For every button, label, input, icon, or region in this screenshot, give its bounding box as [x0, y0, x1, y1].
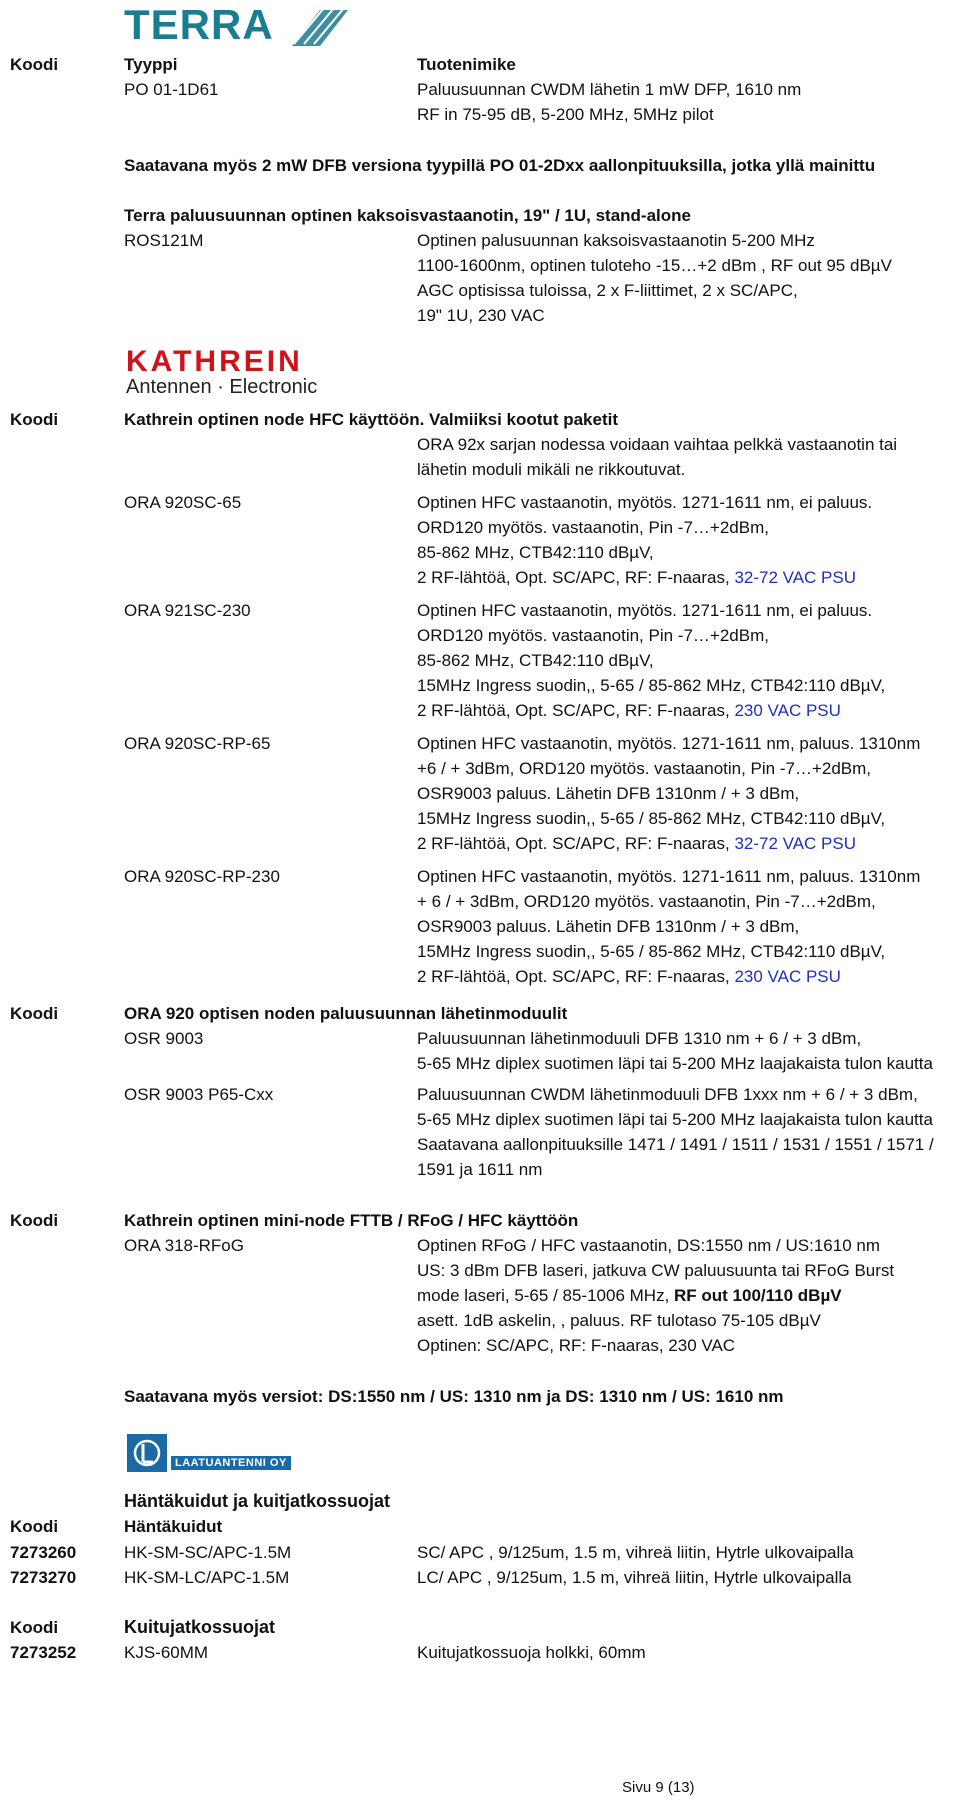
pigtails-subheading: Häntäkuidut	[124, 1517, 223, 1536]
col-header-tyyppi: Tyyppi	[124, 55, 178, 74]
mini-node-note: Saatavana myös versiot: DS:1550 nm / US: 1310 nm ja DS: 1310 nm / US: 1610 nm	[124, 1387, 784, 1406]
product-line-text: 2 RF-lähtöä, Opt. SC/APC, RF: F-naaras,	[417, 701, 735, 720]
laatuantenni-logo-text: LAATUANTENNI OY	[171, 1456, 291, 1470]
psu-label: 230 VAC PSU	[734, 967, 841, 986]
product-code: ORA 318-RFoG	[124, 1236, 244, 1255]
product-line-text: 2 RF-lähtöä, Opt. SC/APC, RF: F-naaras,	[417, 967, 735, 986]
row-id: 7273260	[10, 1543, 77, 1562]
product-line: 5-65 MHz diplex suotimen läpi tai 5-200 MHz laajakaista tulon kautta	[417, 1110, 933, 1129]
ros-line: 19" 1U, 230 VAC	[417, 306, 545, 325]
product-line: ORD120 myötös. vastaanotin, Pin -7…+2dBm,	[417, 626, 769, 645]
product-code: OSR 9003	[124, 1029, 204, 1048]
row-desc: Kuitujatkossuoja holkki, 60mm	[417, 1643, 646, 1662]
product-line: OSR9003 paluus. Lähetin DFB 1310nm / + 3 dBm,	[417, 784, 800, 803]
product-line: 85-862 MHz, CTB42:110 dBµV,	[417, 651, 654, 670]
kathrein-logo-subtitle: Antennen · Electronic	[126, 376, 318, 398]
terra-product-code: PO 01-1D61	[124, 80, 219, 99]
mini-node-title: Kathrein optinen mini-node FTTB / RFoG / HFC käyttöön	[124, 1211, 579, 1230]
product-line-text: 2 RF-lähtöä, Opt. SC/APC, RF: F-naaras,	[417, 834, 735, 853]
mini-node-koodi-label: Koodi	[10, 1211, 59, 1230]
product-code: ORA 920SC-65	[124, 493, 242, 512]
psu-label: 230 VAC PSU	[734, 701, 841, 720]
product-line: + 6 / + 3dBm, ORD120 myötös. vastaanotin, Pin -7…+2dBm,	[417, 892, 876, 911]
ros-line: AGC optisissa tuloissa, 2 x F-liittimet, 2 x SC/APC,	[417, 281, 798, 300]
product-line: OSR9003 paluus. Lähetin DFB 1310nm / + 3 dBm,	[417, 917, 800, 936]
ros-line: 1100-1600nm, optinen tuloteho -15…+2 dBm , RF out 95 dBµV	[417, 256, 892, 275]
product-line: +6 / + 3dBm, ORD120 myötös. vastaanotin, Pin -7…+2dBm,	[417, 759, 872, 778]
row-id: 7273252	[10, 1643, 77, 1662]
terra-product-line: RF in 75-95 dB, 5-200 MHz, 5MHz pilot	[417, 105, 714, 124]
col-header-tuotenimike: Tuotenimike	[417, 55, 516, 74]
product-line: Optinen HFC vastaanotin, myötös. 1271-1611 nm, paluus. 1310nm	[417, 734, 921, 753]
product-line-text: 2 RF-lähtöä, Opt. SC/APC, RF: F-naaras,	[417, 568, 735, 587]
antenna-icon	[127, 1434, 167, 1472]
kathrein-koodi-label: Koodi	[10, 410, 59, 429]
product-line: Paluusuunnan lähetinmoduuli DFB 1310 nm + 6 / + 3 dBm,	[417, 1029, 862, 1048]
kathrein-intro-line: lähetin moduli mikäli ne rikkoutuvat.	[417, 460, 686, 479]
product-line: US: 3 dBm DFB laseri, jatkuva CW paluusuunta tai RFoG Burst	[417, 1261, 895, 1280]
page-number: Sivu 9 (13)	[622, 1779, 695, 1796]
product-line: Optinen HFC vastaanotin, myötös. 1271-1611 nm, ei paluus.	[417, 493, 873, 512]
product-code: ORA 920SC-RP-65	[124, 734, 271, 753]
row-id: 7273270	[10, 1568, 77, 1587]
product-line: Paluusuunnan CWDM lähetinmoduuli DFB 1xxx nm + 6 / + 3 dBm,	[417, 1085, 918, 1104]
product-line-text: mode laseri, 5-65 / 85-1006 MHz,	[417, 1286, 675, 1305]
row-desc: LC/ APC , 9/125um, 1.5 m, vihreä liitin, Hytrle ulkovaipalla	[417, 1568, 852, 1587]
product-line: 85-862 MHz, CTB42:110 dBµV,	[417, 543, 654, 562]
kathrein-logo	[126, 347, 356, 397]
product-line: Optinen RFoG / HFC vastaanotin, DS:1550 nm / US:1610 nm	[417, 1236, 880, 1255]
terra-logo-text: TERRA	[124, 1, 274, 48]
product-line: 15MHz Ingress suodin,, 5-65 / 85-862 MHz, CTB42:110 dBµV,	[417, 809, 886, 828]
kathrein-node-title: Kathrein optinen node HFC käyttöön. Valmiiksi kootut paketit	[124, 410, 618, 429]
laatuantenni-logo	[127, 1434, 307, 1472]
row-code: HK-SM-SC/APC-1.5M	[124, 1543, 292, 1562]
terra-note: Saatavana myös 2 mW DFB versiona tyypillä PO 01-2Dxx aallonpituuksilla, jotka yllä mainittu	[124, 156, 876, 175]
ros-line: Optinen palusuunnan kaksoisvastaanotin 5-200 MHz	[417, 231, 815, 250]
psu-label: 32-72 VAC PSU	[734, 568, 857, 587]
product-line: Saatavana aallonpituuksille 1471 / 1491 / 1511 / 1531 / 1551 / 1571 /	[417, 1135, 934, 1154]
row-code: KJS-60MM	[124, 1643, 209, 1662]
terra-logo	[124, 1, 348, 48]
laatuantenni-logo-mark	[127, 1434, 167, 1472]
product-line	[417, 1283, 842, 1308]
product-code: OSR 9003 P65-Cxx	[124, 1085, 274, 1104]
ros-code: ROS121M	[124, 231, 204, 250]
kathrein-logo-text: KATHREIN	[126, 345, 303, 378]
product-line: 5-65 MHz diplex suotimen läpi tai 5-200 MHz laajakaista tulon kautta	[417, 1054, 933, 1073]
pigtails-heading: Häntäkuidut ja kuitjatkossuojat	[124, 1491, 391, 1511]
osr-koodi-label: Koodi	[10, 1004, 59, 1023]
row-desc: SC/ APC , 9/125um, 1.5 m, vihreä liitin, Hytrle ulkovaipalla	[417, 1543, 854, 1562]
product-line: ORD120 myötös. vastaanotin, Pin -7…+2dBm,	[417, 518, 769, 537]
product-line: 15MHz Ingress suodin,, 5-65 / 85-862 MHz, CTB42:110 dBµV,	[417, 942, 886, 961]
product-line: Optinen: SC/APC, RF: F-naaras, 230 VAC	[417, 1336, 736, 1355]
kathrein-intro-line: ORA 92x sarjan nodessa voidaan vaihtaa pelkkä vastaanotin tai	[417, 435, 898, 454]
product-line: Optinen HFC vastaanotin, myötös. 1271-1611 nm, ei paluus.	[417, 601, 873, 620]
col-header-koodi: Koodi	[10, 55, 59, 74]
product-line: asett. 1dB askelin, , paluus. RF tulotaso 75-105 dBµV	[417, 1311, 821, 1330]
product-code: ORA 921SC-230	[124, 601, 251, 620]
product-line: Optinen HFC vastaanotin, myötös. 1271-1611 nm, paluus. 1310nm	[417, 867, 921, 886]
psu-label: 32-72 VAC PSU	[734, 834, 857, 853]
product-line-last	[417, 698, 841, 723]
row-code: HK-SM-LC/APC-1.5M	[124, 1568, 290, 1587]
product-line: 1591 ja 1611 nm	[417, 1160, 543, 1179]
product-line: 15MHz Ingress suodin,, 5-65 / 85-862 MHz, CTB42:110 dBµV,	[417, 676, 886, 695]
product-line-last	[417, 565, 856, 590]
terra-product-line: Paluusuunnan CWDM lähetin 1 mW DFP, 1610 nm	[417, 80, 802, 99]
osr-section-title: ORA 920 optisen noden paluusuunnan lähetinmoduulit	[124, 1004, 568, 1023]
rf-out-highlight: RF out 100/110 dBµV	[674, 1286, 842, 1305]
splice-koodi-label: Koodi	[10, 1618, 59, 1637]
splice-subheading: Kuitujatkossuojat	[124, 1617, 276, 1637]
ros-section-title: Terra paluusuunnan optinen kaksoisvastaanotin, 19" / 1U, stand-alone	[124, 206, 691, 225]
product-code: ORA 920SC-RP-230	[124, 867, 280, 886]
product-line-last	[417, 831, 856, 856]
pigtails-koodi-label: Koodi	[10, 1517, 59, 1536]
product-line-last	[417, 964, 841, 989]
